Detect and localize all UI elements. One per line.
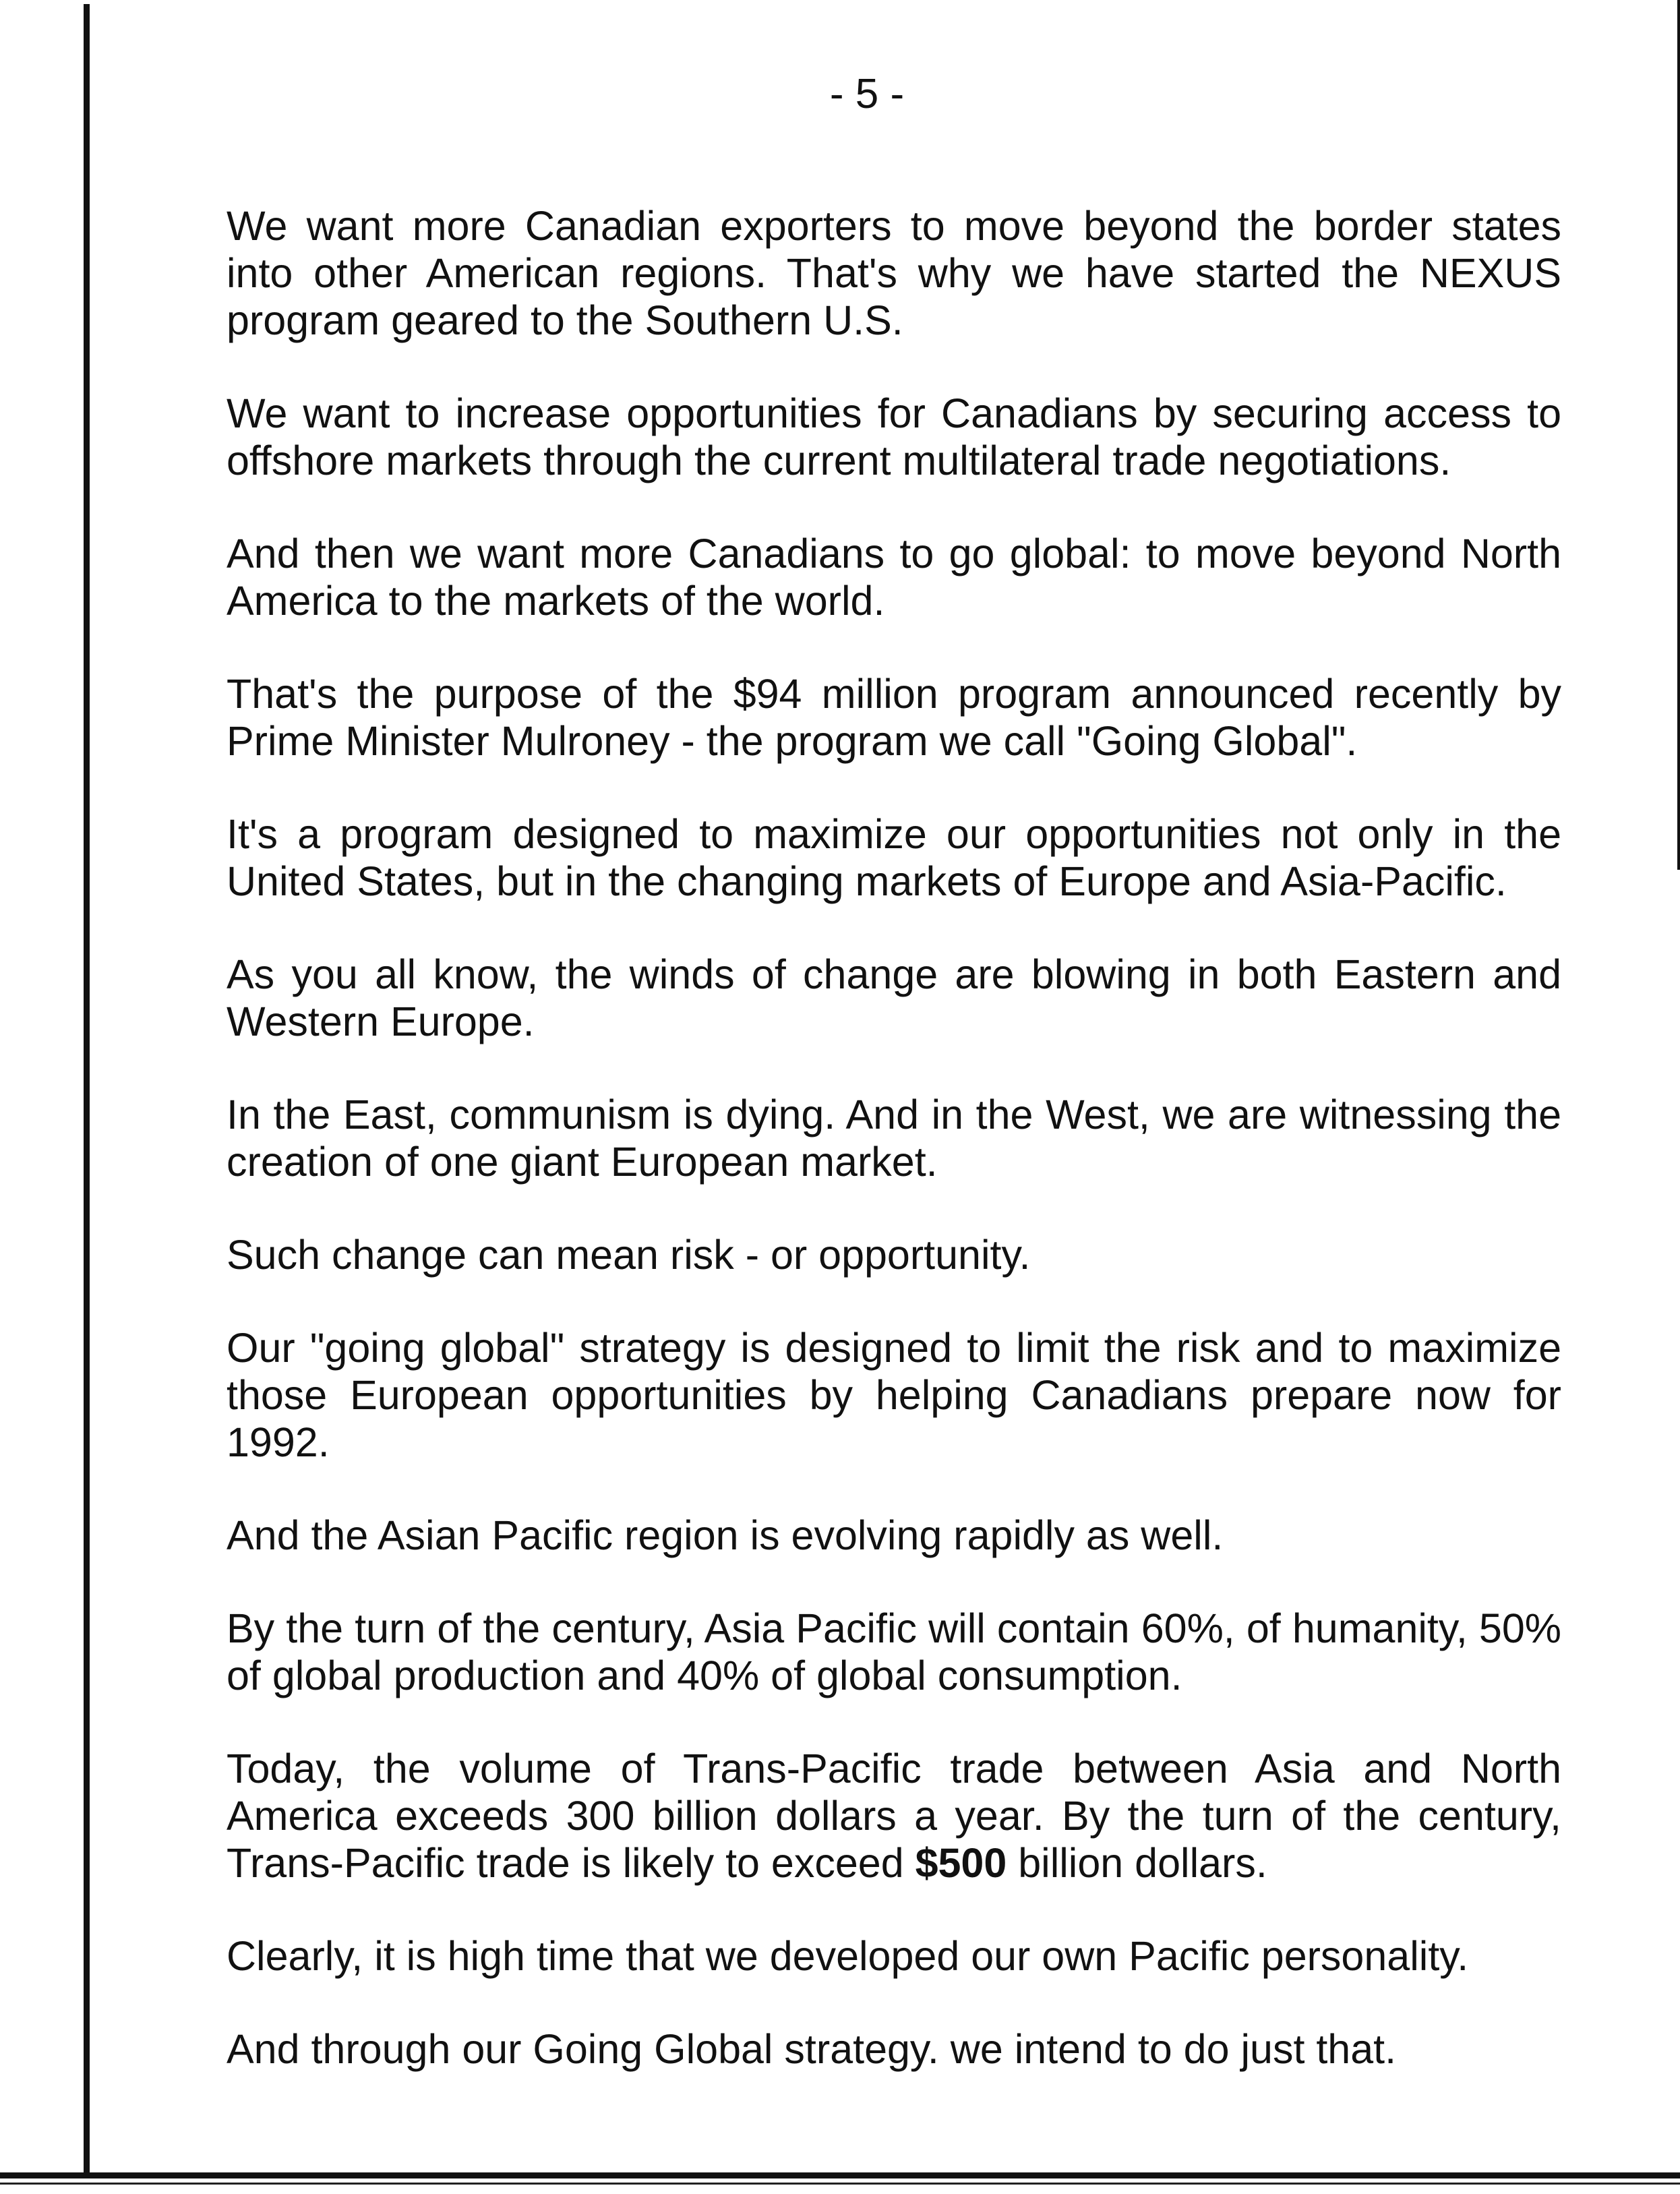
paragraph: By the turn of the century, Asia Pacific will contain 60%, of humanity, 50% of global production and 40% of global consumption.	[227, 1605, 1561, 1698]
paragraph: Such change can mean risk - or opportunity.	[227, 1232, 1031, 1278]
left-margin-rule	[84, 4, 90, 2175]
paragraph: It's a program designed to maximize our opportunities not only in the United States, but in the changing markets of Europe and Asia-Pacific.	[227, 811, 1561, 904]
paragraph: As you all know, the winds of change are blowing in both Eastern and Western Europe.	[227, 951, 1561, 1044]
document-body	[227, 202, 1561, 2118]
paragraph: That's the purpose of the $94 million program announced recently by Prime Minister Mulroney - the program we call "Going Global".	[227, 671, 1561, 764]
paragraph: We want to increase opportunities for Canadians by securing access to offshore markets through the current multilateral trade negotiations.	[227, 390, 1561, 483]
paragraph: Clearly, it is high time that we developed our own Pacific personality.	[227, 1933, 1469, 1979]
paragraph: And then we want more Canadians to go global: to move beyond North America to the markets of the world.	[227, 531, 1561, 624]
page-number: - 5 -	[829, 71, 905, 117]
right-edge-rule	[1677, 0, 1680, 870]
paragraph: We want more Canadian exporters to move beyond the border states into other American regions. That's why we have started the NEXUS program geared to the Southern U.S.	[227, 203, 1561, 343]
paragraph: And the Asian Pacific region is evolving rapidly as well.	[227, 1512, 1224, 1558]
paragraph: And through our Going Global strategy. we intend to do just that.	[227, 2026, 1397, 2072]
bottom-margin-rule-thin	[0, 2183, 1680, 2185]
trade-paragraph	[227, 1745, 1561, 1887]
paragraph: Our "going global" strategy is designed to limit the risk and to maximize those European opportunities by helping Canadians prepare now for 1992.	[227, 1325, 1561, 1465]
trade-text-after: billion dollars.	[1007, 1840, 1267, 1886]
trade-text-before: Today, the volume of Trans-Pacific trade between Asia and North America exceeds 300 billion dollars a year. By the turn of the century, Trans-Pacific trade is likely to exceed	[227, 1746, 1561, 1886]
bottom-margin-rule	[0, 2172, 1680, 2178]
trade-amount: $500	[915, 1840, 1007, 1886]
paragraph: In the East, communism is dying. And in the West, we are witnessing the creation of one giant European market.	[227, 1092, 1561, 1185]
